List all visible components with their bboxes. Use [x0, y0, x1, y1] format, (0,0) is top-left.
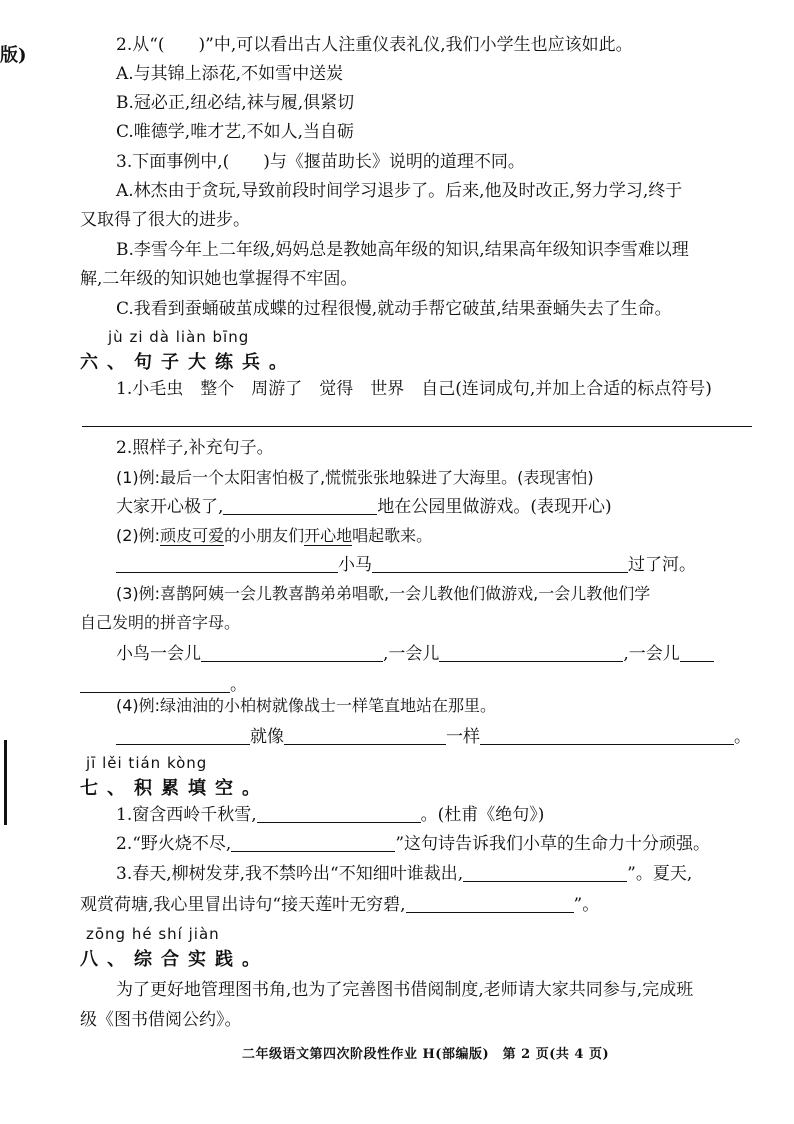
- question-3-line2: [80, 893, 599, 917]
- answer-blank[interactable]: [116, 726, 250, 745]
- section-6-pinyin: jù zi dà liàn bīng: [108, 328, 250, 346]
- answer-blank[interactable]: [231, 833, 395, 852]
- answer-blank[interactable]: [116, 554, 338, 573]
- option-a-line2: 又取得了很大的进步。: [80, 210, 250, 230]
- question-text: ”这句诗告诉我们小草的生命力十分顽强。: [395, 834, 711, 854]
- answer-blank[interactable]: [257, 804, 421, 823]
- answer-blank[interactable]: [406, 894, 574, 913]
- example-4-task: [116, 725, 751, 749]
- page-footer: 二年级语文第四次阶段性作业 H(部编版) 第 2 页(共 4 页): [242, 1047, 610, 1062]
- question-2-stem: 2.从“( )”中,可以看出古人注重仪表礼仪,我们小学生也应该如此。: [116, 35, 633, 55]
- example-text: 的小朋友们: [224, 526, 305, 545]
- example-3-task: [116, 642, 714, 666]
- question-text: 3.春天,柳树发芽,我不禁吟出“不知细叶谁裁出,: [116, 864, 464, 884]
- task-end: 过了河。: [628, 555, 696, 575]
- section-7-title: 七、积累填空。: [80, 778, 269, 799]
- section-8-pinyin: zōng hé shí jiàn: [86, 925, 220, 943]
- poem-line: 1.窗含西岭千秋雪,: [116, 805, 257, 825]
- question-1: [116, 803, 544, 827]
- task-middle: 一样: [446, 727, 480, 747]
- answer-blank[interactable]: [284, 726, 446, 745]
- question-text: ”。夏天,: [627, 864, 693, 884]
- question-1-prompt: 1.小毛虫 整个 周游了 觉得 世界 自己(连词成句,并加上合适的标点符号): [116, 379, 712, 399]
- answer-line[interactable]: [82, 426, 752, 427]
- option-b-line2: 解,二年级的知识她也掌握得不牢固。: [80, 269, 358, 289]
- section-8-body-line1: 为了更好地管理图书角,也为了完善图书借阅制度,老师请大家共同参与,完成班: [116, 980, 694, 1000]
- option-a: A.与其锦上添花,不如雪中送炭: [116, 64, 344, 84]
- example-1-task: [116, 495, 612, 519]
- example-3-line2: 自己发明的拼音字母。: [80, 613, 241, 632]
- answer-blank[interactable]: [480, 726, 734, 745]
- example-text: 唱起歌来。: [352, 526, 433, 545]
- section-8-body-line2: 级《图书借阅公约》。: [80, 1010, 242, 1030]
- task-middle: ,一会儿: [383, 644, 440, 664]
- task-end: 。: [734, 727, 751, 747]
- example-4: (4)例:绿油油的小柏树就像战士一样笔直地站在那里。: [116, 696, 497, 715]
- task-middle: ,一会儿: [623, 644, 680, 664]
- answer-blank[interactable]: [80, 674, 230, 693]
- underlined-phrase: 顽皮可爱: [160, 526, 225, 545]
- example-label: (2)例:: [116, 526, 161, 545]
- answer-blank[interactable]: [201, 643, 383, 662]
- example-1: (1)例:最后一个太阳害怕极了,慌慌张张地躲进了大海里。(表现害怕): [116, 468, 594, 487]
- example-2: [116, 524, 432, 548]
- option-a-line1: A.林杰由于贪玩,导致前段时间学习退步了。后来,他及时改正,努力学习,终于: [116, 181, 683, 201]
- answer-blank[interactable]: [463, 863, 627, 882]
- question-3-line1: [116, 862, 692, 886]
- question-3-stem: 3.下面事例中,( )与《揠苗助长》说明的道理不同。: [116, 152, 525, 172]
- task-prefix: 大家开心极了,: [116, 497, 224, 517]
- answer-blank[interactable]: [680, 643, 714, 662]
- binding-mark: [4, 740, 7, 825]
- underlined-phrase: 开心地: [304, 526, 353, 545]
- section-8-title: 八、综合实践。: [80, 949, 269, 970]
- example-2-task: [116, 553, 696, 577]
- question-text: 观赏荷塘,我心里冒出诗句“接天莲叶无穷碧,: [80, 895, 406, 915]
- section-6-title: 六、句子大练兵。: [80, 352, 296, 373]
- task-middle: 小马: [338, 555, 372, 575]
- answer-blank[interactable]: [223, 496, 377, 515]
- option-b: B.冠必正,纽必结,袜与履,俱紧切: [116, 93, 355, 113]
- question-2: [116, 832, 710, 856]
- page-edge-mark: 版): [0, 45, 27, 66]
- option-c: C.唯德学,唯才艺,不如人,当自砺: [116, 122, 355, 142]
- answer-blank[interactable]: [372, 554, 628, 573]
- task-end: 。: [230, 675, 247, 695]
- task-start: 小鸟一会儿: [116, 644, 201, 664]
- question-text: ”。: [573, 895, 600, 915]
- example-3-line1: (3)例:喜鹊阿姨一会儿教喜鹊弟弟唱歌,一会儿教他们做游戏,一会儿教他们学: [116, 584, 651, 603]
- task-middle: 就像: [250, 727, 284, 747]
- poem-source: 。(杜甫《绝句》): [420, 805, 545, 825]
- task-suffix: 地在公园里做游戏。(表现开心): [377, 497, 612, 517]
- section-7-pinyin: jī lěi tián kòng: [86, 754, 208, 772]
- poem-line: 2.“野火烧不尽,: [116, 834, 232, 854]
- option-b-line1: B.李雪今年上二年级,妈妈总是教她高年级的知识,结果高年级知识李雪难以理: [116, 240, 689, 260]
- option-c: C.我看到蚕蛹破茧成蝶的过程很慢,就动手帮它破茧,结果蚕蛹失去了生命。: [116, 299, 672, 319]
- question-2-title: 2.照样子,补充句子。: [116, 438, 274, 458]
- answer-blank[interactable]: [439, 643, 623, 662]
